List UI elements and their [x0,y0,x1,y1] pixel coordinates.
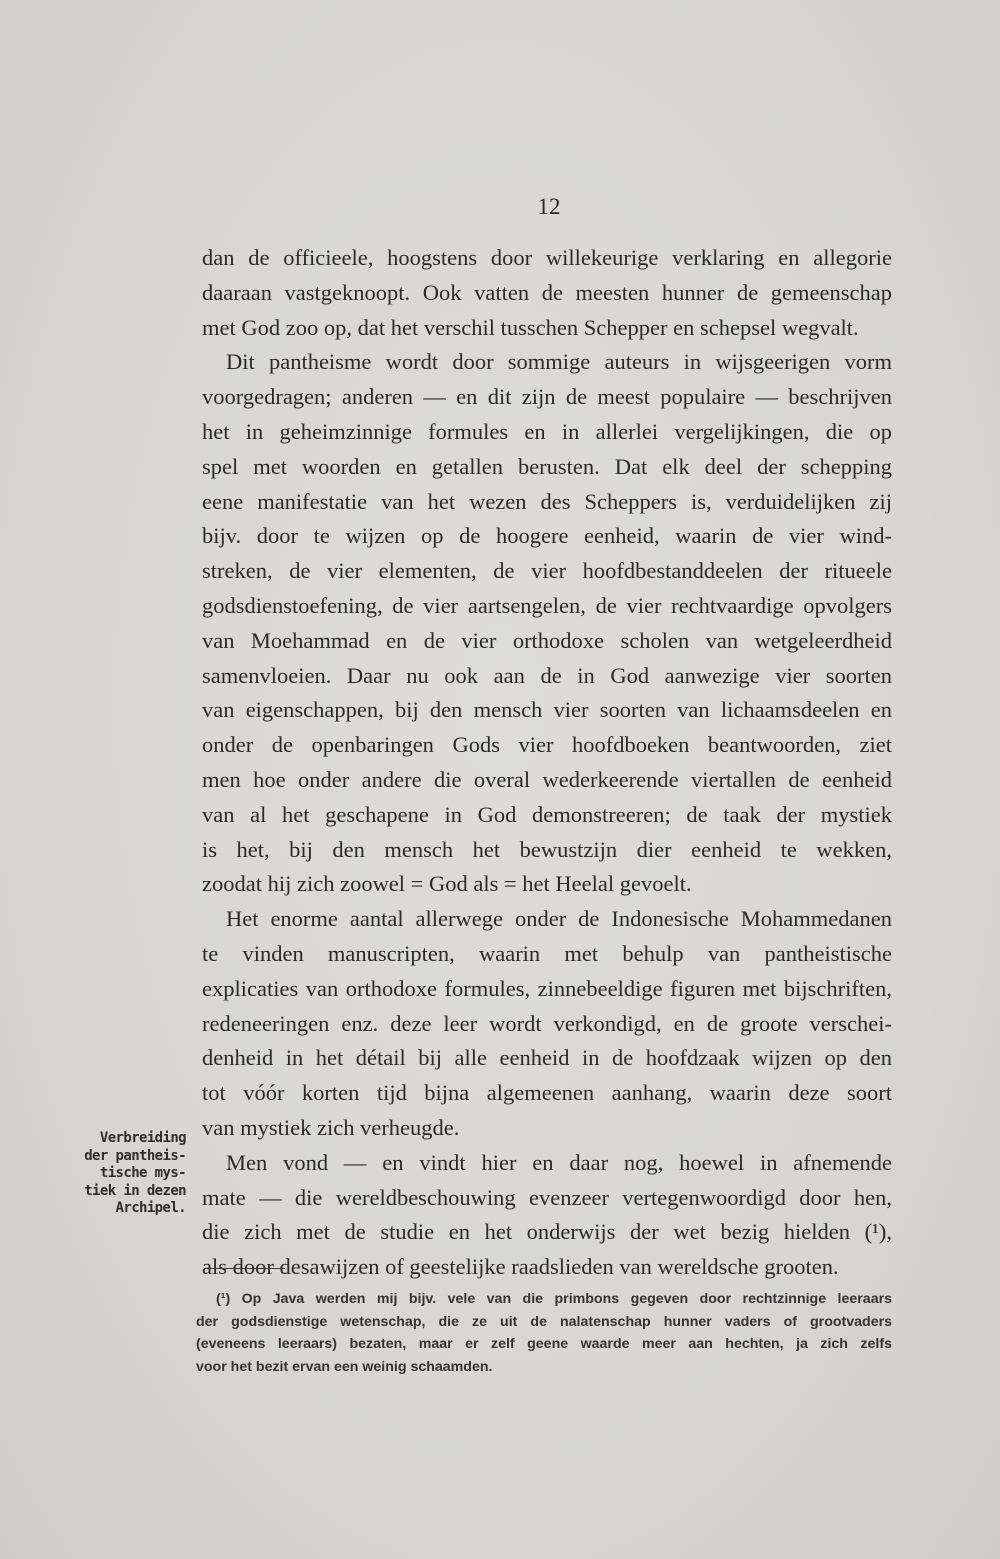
margin-note-line: Verbreiding [99,1130,186,1146]
body-line: die zich met de studie en het onderwijs der wet bezig hielden (¹), [202,1219,892,1245]
body-line: het in geheimzinnige formules en in allerlei vergelijkingen, die op [202,418,892,444]
body-line: daaraan vastgeknoopt. Ook vatten de meesten hunner de gemeenschap [202,279,892,305]
body-line: Het enorme aantal allerwege onder de Indonesische Mohammedanen [226,906,892,932]
footnote-line: (¹) Op Java werden mij bijv. vele van die primbons gegeven door rechtzinnige leeraars [216,1291,892,1307]
margin-note-line: Archipel. [115,1200,186,1216]
body-line: te vinden manuscripten, waarin met behulp van pantheistische [202,940,892,966]
body-line: als door desawijzen of geestelijke raadslieden van wereldsche grooten. [202,1254,839,1280]
body-line: godsdienstoefening, de vier aartsengelen, de vier rechtvaardige opvolgers [202,592,892,618]
page-number: 12 [537,194,561,219]
body-line: dan de officieele, hoogstens door willekeurige verklaring en allegorie [202,245,892,270]
body-line: spel met woorden en getallen berusten. Dat elk deel der schepping [202,453,892,479]
body-line: redeneeringen enz. deze leer wordt verkondigd, en de groote verschei- [202,1010,892,1036]
body-line: mate — die wereldbeschouwing evenzeer vertegenwoordigd door hen, [202,1184,892,1210]
footnote-divider [205,1268,285,1269]
body-line: is het, bij den mensch het bewustzijn dier eenheid te wekken, [202,836,892,862]
margin-note-line: tiek in dezen [84,1182,186,1199]
body-line: van mystiek zich verheugde. [202,1114,460,1140]
margin-note [84,1130,186,1218]
body-line: van eigenschappen, bij den mensch vier soorten van lichaamsdeelen en [202,697,892,723]
body-line: Men vond — en vindt hier en daar nog, hoewel in afnemende [226,1149,892,1175]
footnotes [196,1288,892,1378]
body-line: met God zoo op, dat het verschil tusschen Schepper en schepsel wegvalt. [202,314,859,340]
body-line: men hoe onder andere die overal wederkeerende viertallen de eenheid [202,766,892,792]
body-line: samenvloeien. Daar nu ook aan de in God aanwezige vier soorten [202,662,892,688]
body-text [202,241,892,1285]
body-line: denheid in het détail bij alle eenheid in de hoofdzaak wijzen op den [202,1045,892,1071]
margin-note-line: der pantheis- [84,1147,186,1164]
body-line: zoodat hij zich zoowel = God als = het Heelal gevoelt. [202,871,692,897]
body-line: Dit pantheisme wordt door sommige auteurs in wijsgeerigen vorm [226,349,892,375]
body-line: streken, de vier elementen, de vier hoofdbestanddeelen der ritueele [202,558,892,584]
footnote-line: voor het bezit ervan een weinig schaamden. [196,1358,493,1375]
body-line: bijv. door te wijzen op de hoogere eenheid, waarin de vier wind- [202,523,892,549]
body-line: van Moehammad en de vier orthodoxe scholen van wetgeleerdheid [202,627,892,653]
body-line: eene manifestatie van het wezen des Scheppers is, verduidelijken zij [202,488,892,514]
footnote-line: (eveneens leeraars) bezaten, maar er zelf geene waarde meer aan hechten, ja zich zelfs [196,1336,892,1352]
body-line: explicaties van orthodoxe formules, zinnebeeldige figuren met bijschriften, [202,975,892,1001]
margin-note-line: tische mys- [99,1165,186,1181]
body-line: onder de openbaringen Gods vier hoofdboeken beantwoorden, ziet [202,732,892,758]
body-line: tot vóór korten tijd bijna algemeenen aanhang, waarin deze soort [202,1080,892,1106]
body-line: van al het geschapene in God demonstreeren; de taak der mystiek [202,801,892,827]
body-line: voorgedragen; anderen — en dit zijn de meest populaire — beschrijven [202,384,892,410]
footnote-line: der godsdienstige wetenschap, die ze uit de nalatenschap hunner vaders of grootvaders [196,1313,892,1330]
